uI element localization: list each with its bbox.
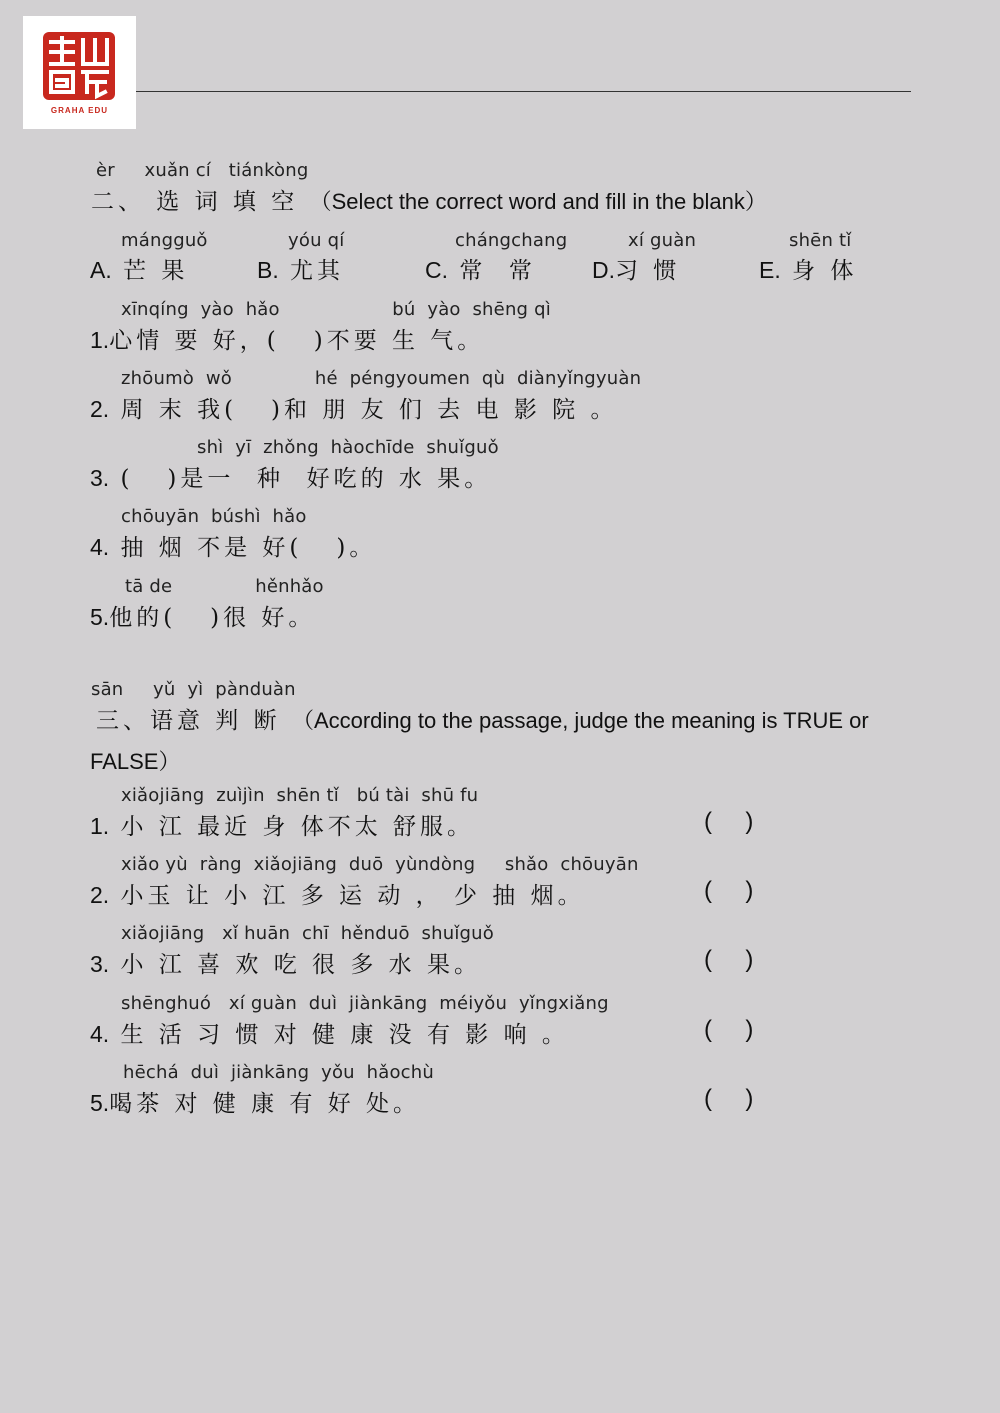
question-number: 4. — [90, 1021, 110, 1047]
option-c — [425, 252, 536, 285]
logo — [23, 16, 136, 129]
header-rule — [136, 91, 911, 92]
option-text: 习 惯 — [615, 258, 681, 284]
section2-heading-en: （Select the correct word and fill in the blank） — [309, 189, 767, 214]
option-text: 芒 果 — [123, 258, 189, 284]
option-a — [90, 252, 188, 285]
question-text: 生 活 习 惯 对 健 康 没 有 影 响 。 — [109, 1022, 569, 1048]
s2-q2 — [90, 391, 618, 424]
section2-heading — [91, 183, 767, 216]
section3-heading-en-line1: （According to the passage, judge the meaning is TRUE or — [291, 708, 869, 733]
option-a-pinyin: mángguǒ — [121, 230, 208, 251]
s3-q1-pinyin: xiǎojiāng zuìjìn shēn tǐ bú tài shū fu — [121, 785, 479, 806]
s3-q2-answer-bracket: ( ) — [704, 877, 754, 904]
logo-text: GRAHA EDU — [50, 106, 109, 115]
option-b — [257, 252, 344, 285]
option-letter: E. — [759, 257, 781, 283]
s3-q5-answer-bracket: ( ) — [704, 1085, 754, 1112]
s3-q2 — [90, 877, 585, 910]
question-number: 2. — [90, 396, 110, 422]
s2-q5 — [90, 599, 315, 632]
option-text: 常 常 — [459, 258, 536, 284]
s3-q4-answer-bracket: ( ) — [704, 1016, 754, 1043]
s2-q1 — [90, 322, 484, 355]
question-number: 1. — [90, 813, 110, 839]
question-text: 他的( )很 好。 — [109, 605, 316, 631]
logo-seal-icon — [43, 32, 115, 100]
s3-q4 — [90, 1016, 569, 1049]
option-c-pinyin: chángchang — [455, 230, 568, 251]
s2-q3 — [90, 460, 491, 493]
section3-heading-line2: FALSE） — [90, 749, 181, 774]
question-number: 3. — [90, 951, 110, 977]
question-number: 4. — [90, 534, 110, 560]
question-number: 1. — [90, 327, 110, 353]
s3-q1-answer-bracket: ( ) — [704, 808, 754, 835]
option-text: 身 体 — [792, 258, 858, 284]
question-number: 3. — [90, 465, 110, 491]
question-text: 喝茶 对 健 康 有 好 处。 — [109, 1091, 421, 1117]
s3-q3-pinyin: xiǎojiāng xǐ huān chī hěnduō shuǐguǒ — [121, 923, 494, 944]
s3-q2-pinyin: xiǎo yù ràng xiǎojiāng duō yùndòng shǎo chōuyān — [121, 854, 639, 875]
s3-q4-pinyin: shēnghuó xí guàn duì jiànkāng méiyǒu yǐngxiǎng — [121, 993, 609, 1014]
option-letter: C. — [425, 257, 448, 283]
section2-heading-cn: 二、 选 词 填 空 — [91, 189, 299, 215]
question-number: 2. — [90, 882, 110, 908]
s2-q5-pinyin: tā de hěnhǎo — [125, 576, 324, 597]
question-number: 5. — [90, 1090, 110, 1116]
s3-q1 — [90, 808, 474, 841]
option-e — [759, 252, 857, 285]
s2-q4-pinyin: chōuyān búshì hǎo — [121, 506, 307, 527]
question-text: 周 末 我( )和 朋 友 们 去 电 影 院 。 — [120, 397, 618, 423]
question-text: 小 江 喜 欢 吃 很 多 水 果。 — [120, 952, 481, 978]
section3-heading — [96, 702, 869, 735]
section3-heading-cn: 三、语意 判 断 — [96, 708, 281, 734]
question-text: ( )是一 种 好吃的 水 果。 — [120, 466, 492, 492]
s3-q5-pinyin: hēchá duì jiànkāng yǒu hǎochù — [123, 1062, 434, 1083]
s3-q3 — [90, 946, 481, 979]
option-letter: B. — [257, 257, 279, 283]
section2-pinyin: èr xuǎn cí tiánkòng — [96, 160, 309, 181]
question-text: 小 江 最近 身 体不太 舒服。 — [120, 814, 475, 840]
question-text: 心情 要 好，( )不要 生 气。 — [109, 328, 485, 354]
option-b-pinyin: yóu qí — [288, 230, 345, 251]
s2-q2-pinyin: zhōumò wǒ hé péngyoumen qù diànyǐngyuàn — [121, 368, 642, 389]
s2-q1-pinyin: xīnqíng yào hǎo bú yào shēng qì — [121, 299, 551, 320]
s2-q3-pinyin: shì yī zhǒng hàochīde shuǐguǒ — [197, 437, 499, 458]
option-letter: A. — [90, 257, 112, 283]
option-d — [592, 252, 680, 285]
question-text: 小玉 让 小 江 多 运 动 ， 少 抽 烟。 — [120, 883, 585, 909]
s3-q5 — [90, 1085, 420, 1118]
s2-q4 — [90, 529, 376, 562]
question-text: 抽 烟 不是 好( )。 — [120, 535, 377, 561]
option-letter: D. — [592, 257, 615, 283]
section3-pinyin: sān yǔ yì pànduàn — [91, 679, 296, 700]
option-e-pinyin: shēn tǐ — [789, 230, 852, 251]
s3-q3-answer-bracket: ( ) — [704, 946, 754, 973]
question-number: 5. — [90, 604, 110, 630]
option-text: 尤其 — [290, 258, 345, 284]
option-d-pinyin: xí guàn — [628, 230, 697, 251]
